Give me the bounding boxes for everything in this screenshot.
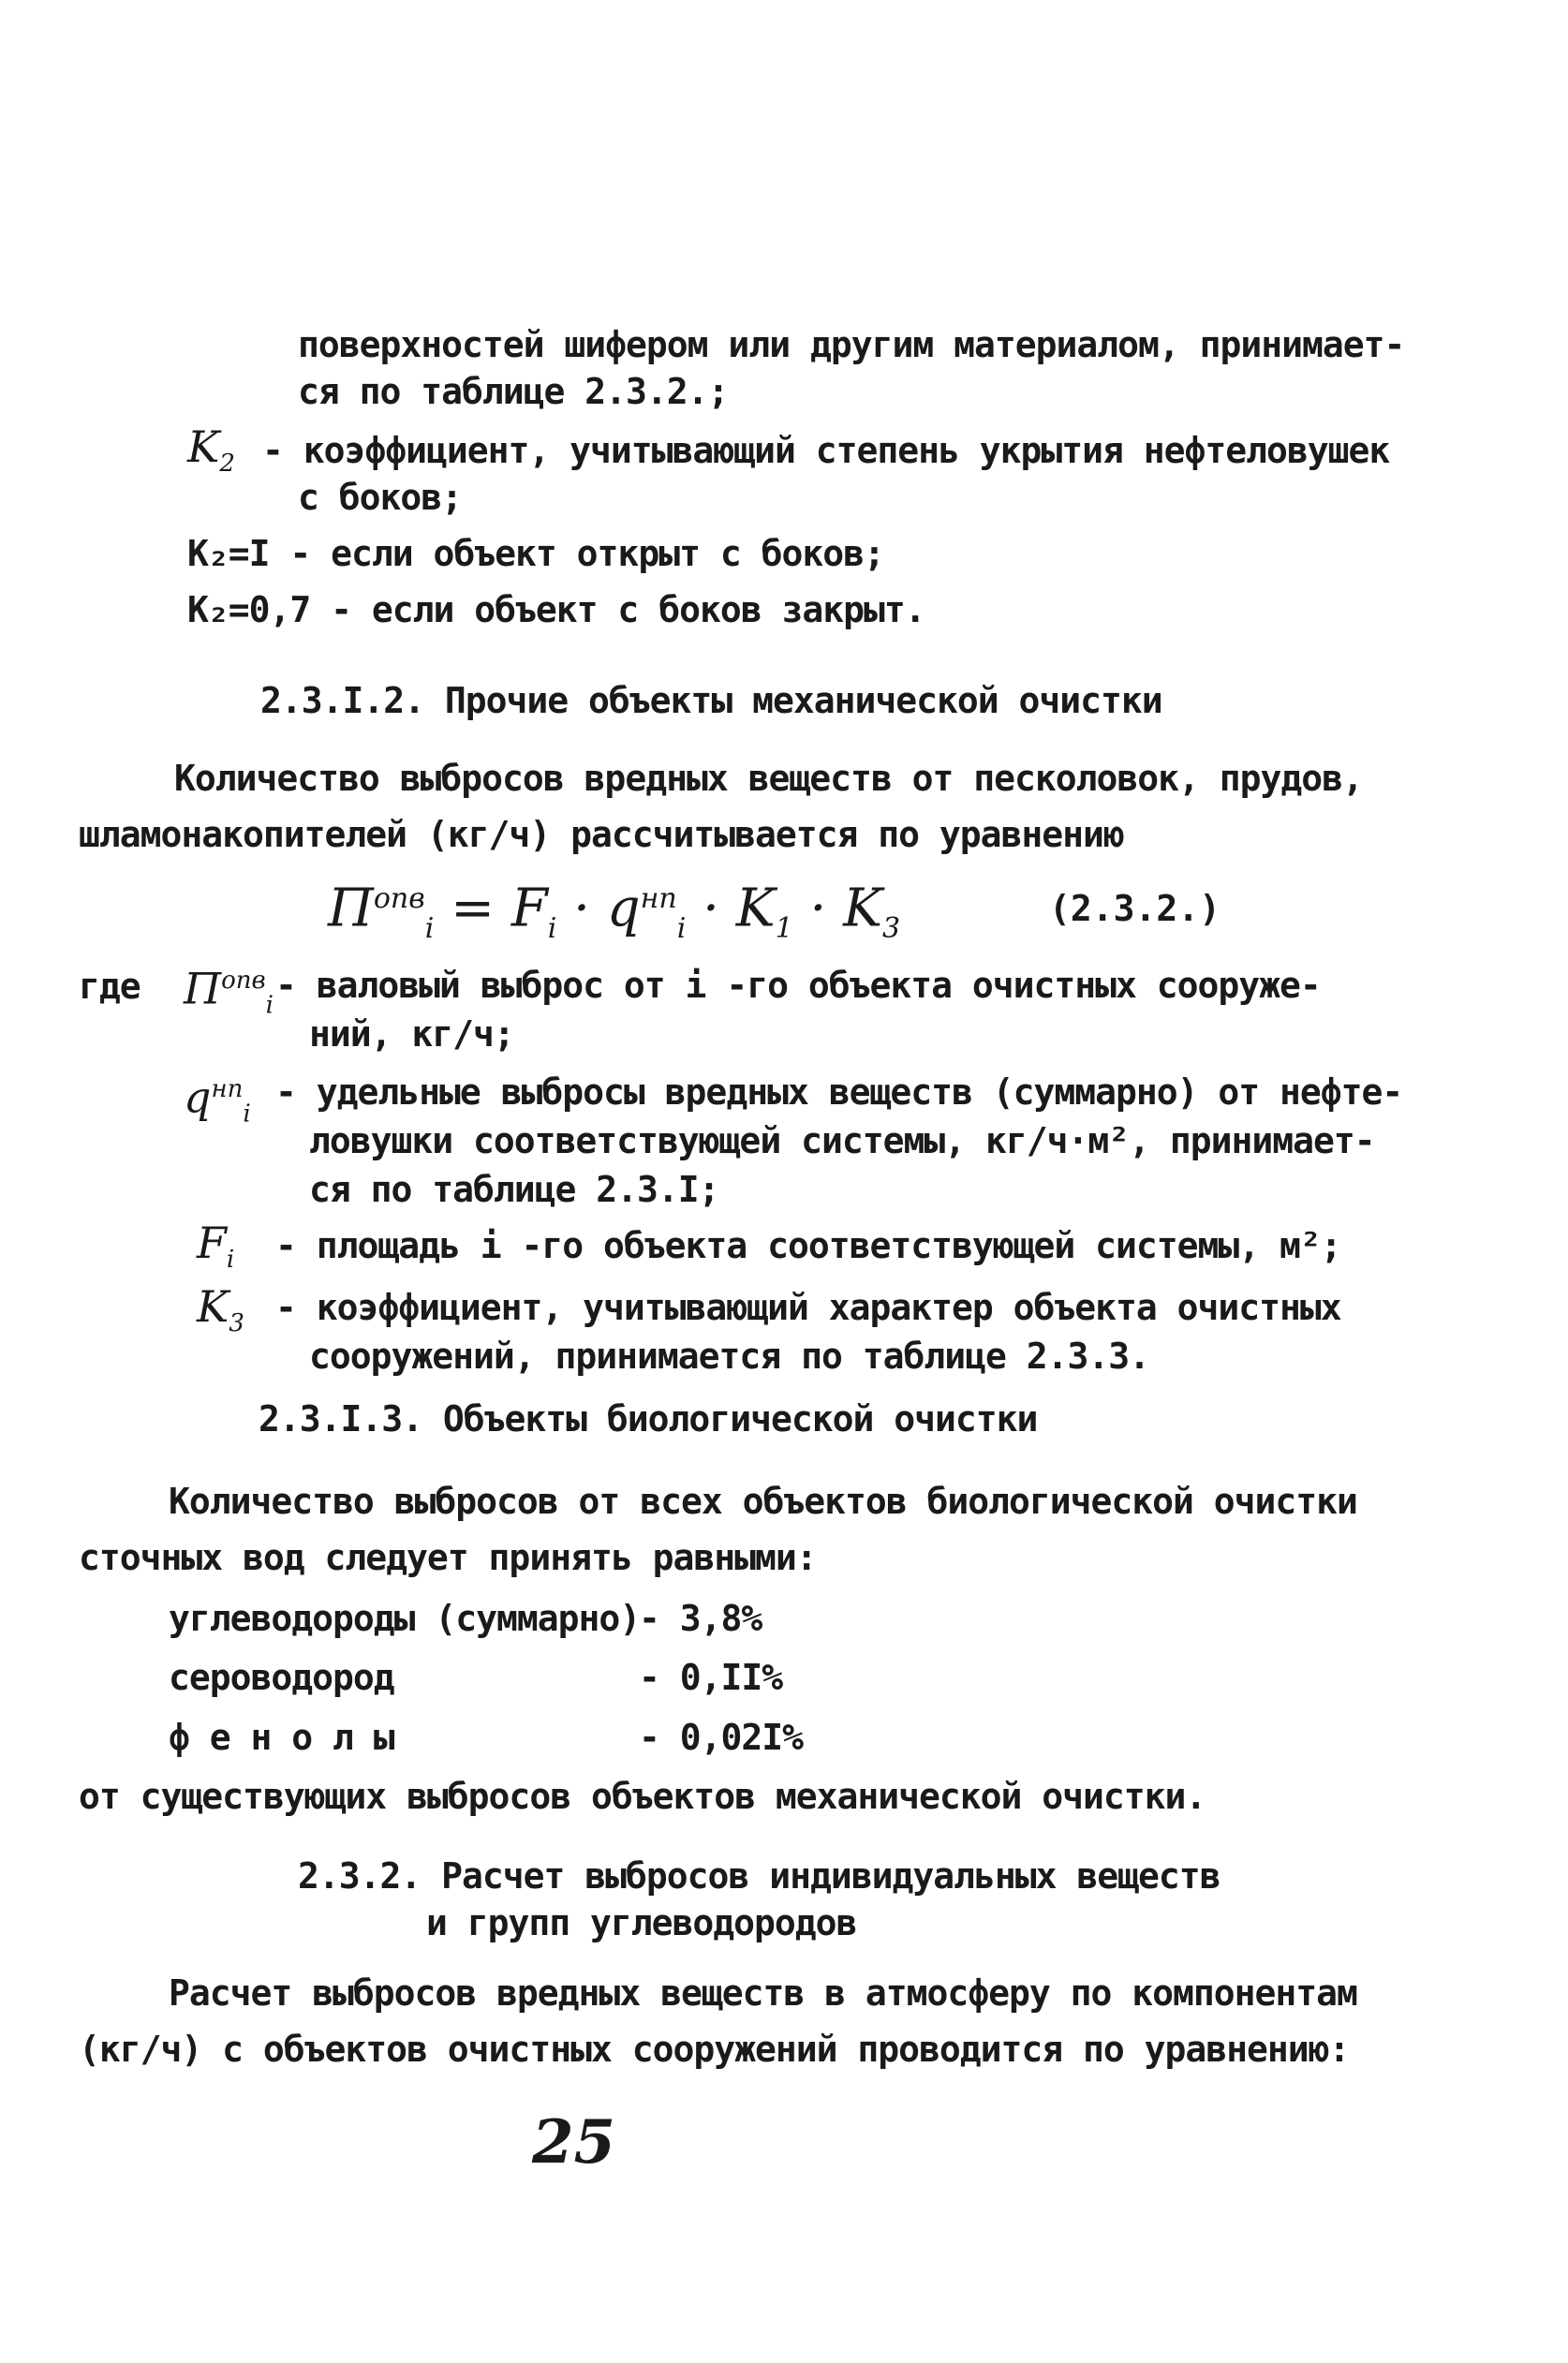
text-line: ся по таблице 2.3.2.; — [298, 371, 729, 412]
paragraph-line: Количество выбросов от всех объектов биологической очистки — [169, 1481, 1357, 1522]
def-text: - коэффициент, учитывающий характер объекта очистных — [275, 1287, 1341, 1328]
k2-open-rule: K₂=I - если объект открыт с боков; — [187, 533, 884, 574]
def-text: - удельные выбросы вредных веществ (суммарно) от нефте- — [275, 1071, 1403, 1113]
paragraph-line: от существующих выбросов объектов механической очистки. — [79, 1776, 1206, 1817]
text-line: поверхностей шифером или другим материалом, принимает- — [298, 324, 1405, 365]
page-number: 25 — [532, 2107, 616, 2178]
symbol-q: $q^{нп}_i$ — [184, 1071, 251, 1129]
symbol-f: $F_i$ — [197, 1218, 235, 1275]
paragraph-line: Расчет выбросов вредных веществ в атмосферу по компонентам — [169, 1972, 1357, 2014]
def-text: ловушки соответствующей системы, кг/ч·м², принимает- — [309, 1120, 1375, 1161]
emission-name: ф е н о л ы — [169, 1717, 394, 1758]
section-heading-232-cont: и групп углеводородов — [426, 1902, 857, 1943]
def-text: ний, кг/ч; — [309, 1013, 514, 1055]
def-text: сооружений, принимается по таблице 2.3.3. — [309, 1336, 1149, 1377]
def-text: ся по таблице 2.3.I; — [309, 1169, 719, 1210]
emission-name: сероводород — [169, 1657, 394, 1698]
section-heading-2313: 2.3.I.3. Объекты биологической очистки — [259, 1398, 1038, 1440]
def-text: - валовый выброс от i -го объекта очистных сооруже- — [275, 965, 1321, 1006]
emission-name: углеводороды (суммарно) — [169, 1598, 641, 1639]
paragraph-line: (кг/ч) с объектов очистных сооружений проводится по уравнению: — [79, 2029, 1350, 2070]
k2-closed-rule: K₂=0,7 - если объект с боков закрыт. — [187, 589, 925, 630]
section-heading-2312: 2.3.I.2. Прочие объекты механической очистки — [260, 680, 1162, 721]
emission-value: - 3,8% — [639, 1598, 762, 1639]
symbol-p: $П^{опв}_i$ — [184, 963, 274, 1020]
k2-symbol: $K_2$ — [187, 421, 235, 479]
symbol-k3: $K_3$ — [197, 1281, 244, 1338]
formula-2-3-2: $П^{опв}_i = F_i \cdot q^{нп}_i \cdot K_1 \cdot K_3$ — [328, 878, 901, 945]
k2-description-cont: с боков; — [298, 477, 463, 518]
k2-description: - коэффициент, учитывающий степень укрытия нефтеловушек — [262, 430, 1390, 471]
def-text: - площадь i -го объекта соответствующей системы, м²; — [275, 1225, 1341, 1266]
paragraph-line: шламонакопителей (кг/ч) рассчитывается по уравнению — [79, 814, 1124, 855]
paragraph-line: Количество выбросов вредных веществ от песколовок, прудов, — [174, 758, 1363, 799]
emission-value: - 0,II% — [639, 1657, 783, 1698]
where-label: где — [79, 966, 141, 1007]
section-heading-232: 2.3.2. Расчет выбросов индивидуальных веществ — [298, 1855, 1220, 1897]
paragraph-line: сточных вод следует принять равными: — [79, 1537, 817, 1578]
emission-value: - 0,02I% — [639, 1717, 804, 1758]
equation-number: (2.3.2.) — [1049, 888, 1221, 929]
